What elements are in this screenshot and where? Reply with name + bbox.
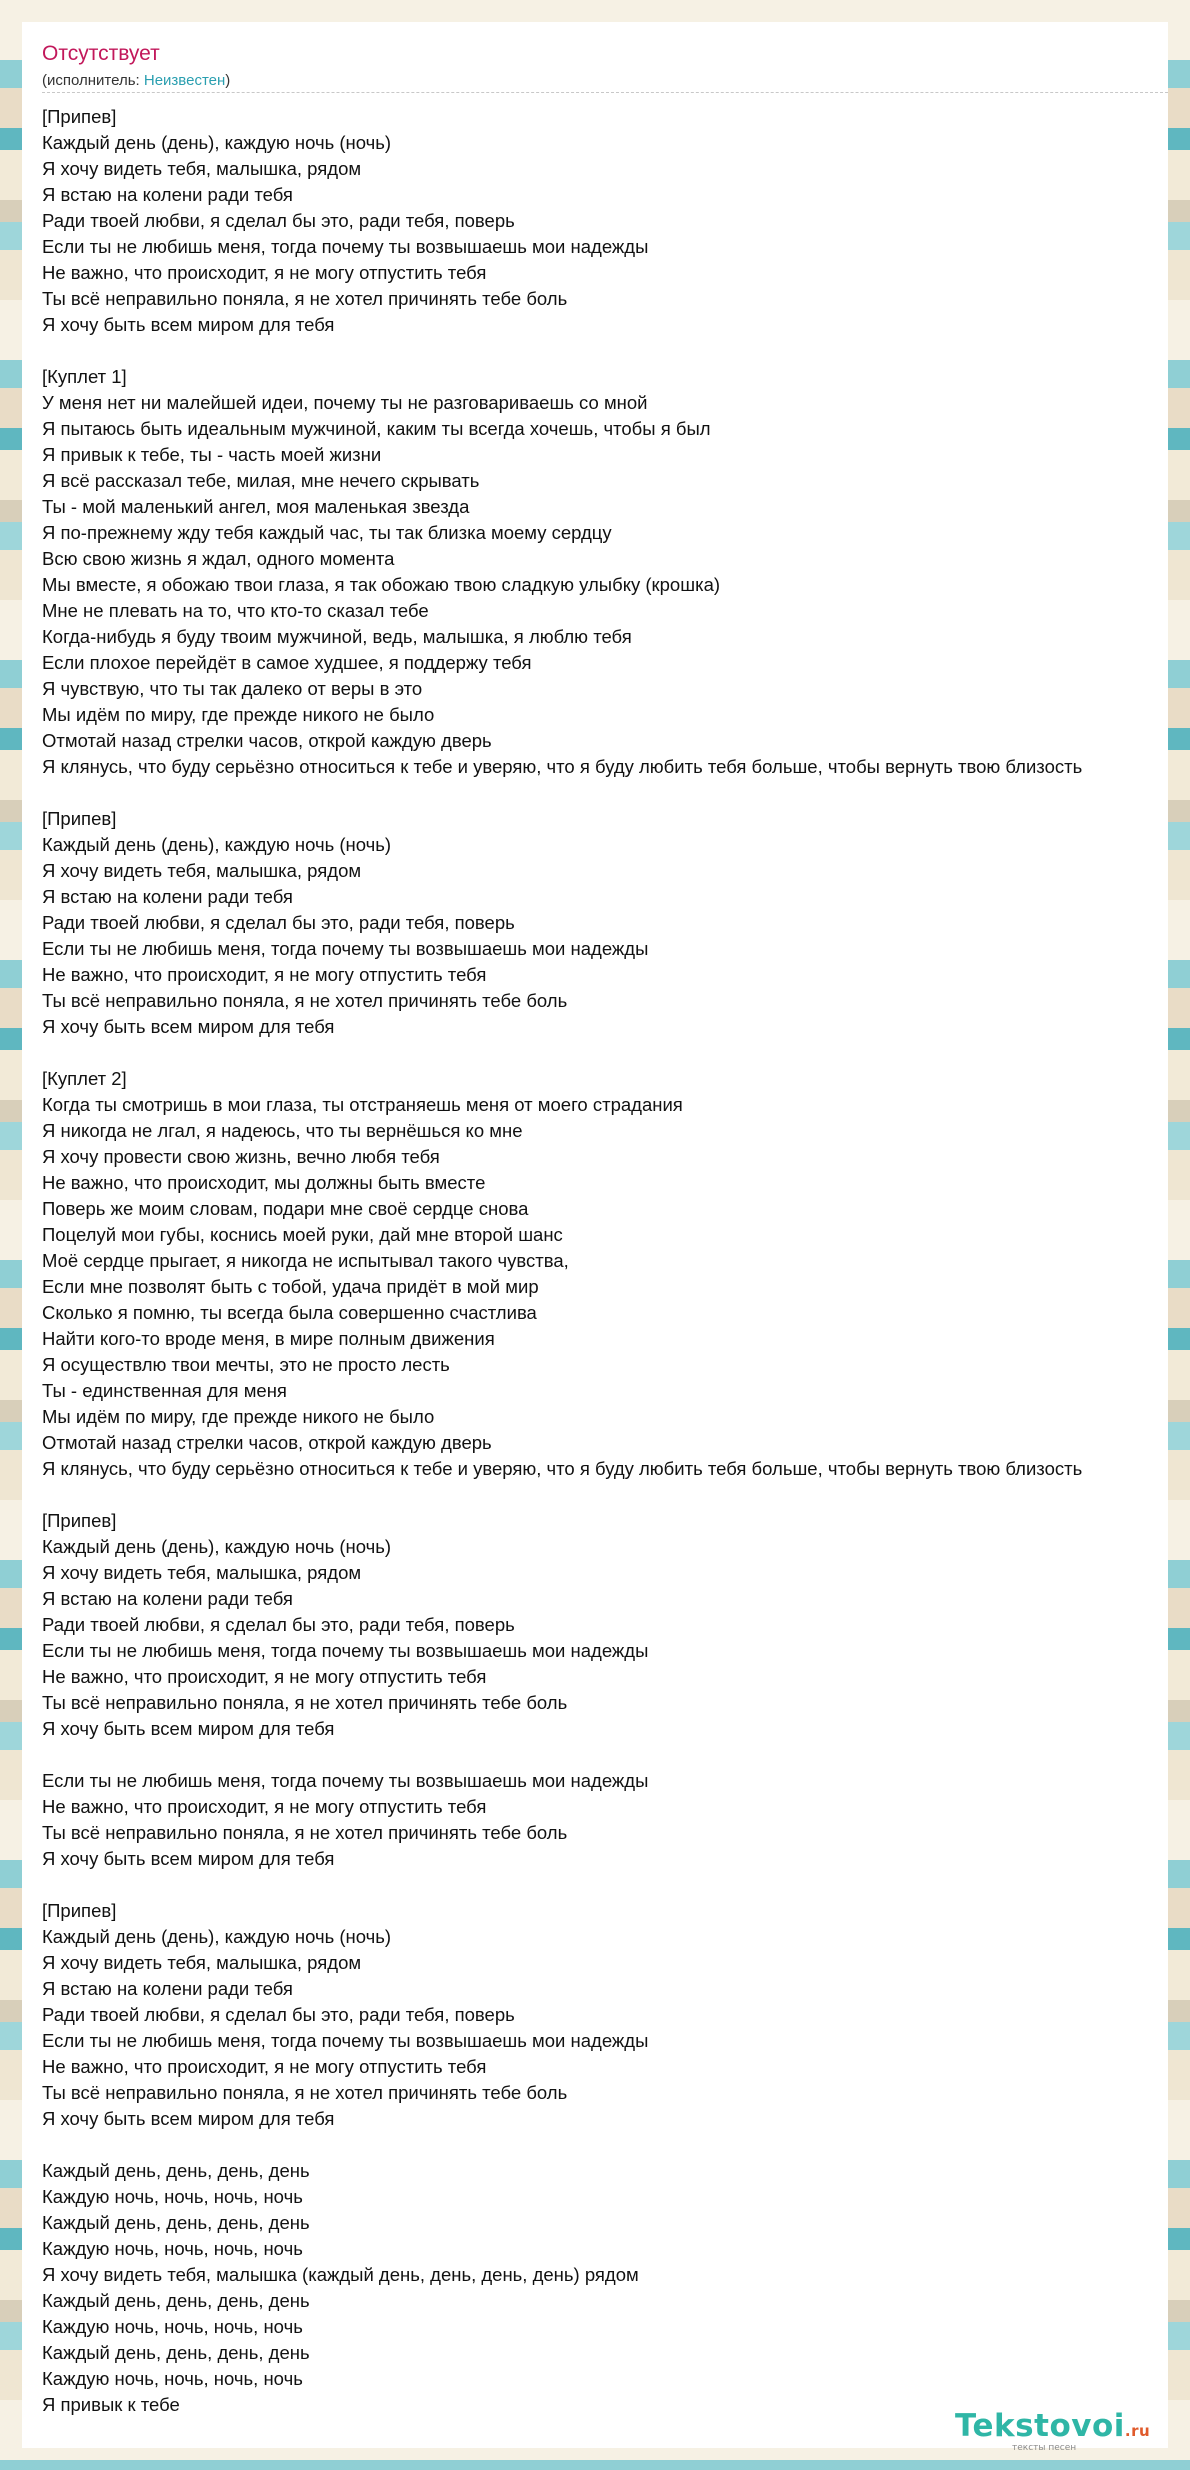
- lyric-line: Если ты не любишь меня, тогда почему ты возвышаешь мои надежды: [42, 1640, 649, 1661]
- lyric-line: Я встаю на колени ради тебя: [42, 184, 293, 205]
- song-title: Отсутствует: [42, 42, 160, 65]
- lyric-line: Не важно, что происходит, я не могу отпустить тебя: [42, 1666, 487, 1687]
- lyrics-text: [42, 104, 1168, 2418]
- lyric-line: Каждый день (день), каждую ночь (ночь): [42, 1926, 392, 1947]
- lyric-line: Я по-прежнему жду тебя каждый час, ты так близка моему сердцу: [42, 522, 612, 543]
- artist-link[interactable]: Неизвестен: [143, 72, 226, 89]
- lyric-line: Каждый день (день), каждую ночь (ночь): [42, 132, 392, 153]
- lyric-line: Поверь же моим словам, подари мне своё сердце снова: [42, 1198, 529, 1219]
- lyric-blank-line: [42, 1040, 1168, 1066]
- lyric-blank-line: [42, 1872, 1168, 1898]
- lyric-line: Если ты не любишь меня, тогда почему ты возвышаешь мои надежды: [42, 1770, 649, 1791]
- lyric-line: [Припев]: [42, 106, 117, 127]
- lyric-line: Не важно, что происходит, я не могу отпустить тебя: [42, 262, 487, 283]
- lyric-line: Я привык к тебе, ты - часть моей жизни: [42, 444, 382, 465]
- lyric-line: Не важно, что происходит, я не могу отпустить тебя: [42, 964, 487, 985]
- lyric-line: Я хочу быть всем миром для тебя: [42, 1848, 335, 1869]
- lyric-line: Мы идём по миру, где прежде никого не было: [42, 1406, 435, 1427]
- header-divider: [42, 92, 1168, 93]
- lyric-line: Мне не плевать на то, что кто-то сказал тебе: [42, 600, 429, 621]
- lyric-line: Ты - единственная для меня: [42, 1380, 287, 1401]
- lyric-line: Ты всё неправильно поняла, я не хотел причинять тебе боль: [42, 2082, 568, 2103]
- lyric-line: Я пытаюсь быть идеальным мужчиной, каким ты всегда хочешь, чтобы я был: [42, 418, 711, 439]
- lyric-line: Моё сердце прыгает, я никогда не испытывал такого чувства,: [42, 1250, 569, 1271]
- lyric-blank-line: [42, 780, 1168, 806]
- lyric-line: Я хочу быть всем миром для тебя: [42, 1718, 335, 1739]
- lyric-line: Я привык к тебе: [42, 2394, 180, 2415]
- lyric-line: Если ты не любишь меня, тогда почему ты возвышаешь мои надежды: [42, 2030, 649, 2051]
- lyric-line: Каждую ночь, ночь, ночь, ночь: [42, 2186, 303, 2207]
- artist-suffix: ): [225, 72, 231, 89]
- lyric-line: Ты - мой маленький ангел, моя маленькая звезда: [42, 496, 470, 517]
- lyric-line: [Припев]: [42, 1900, 117, 1921]
- lyric-line: Я клянусь, что буду серьёзно относиться к тебе и уверяю, что я буду любить тебя больше, чтобы вернуть твою близость: [42, 1458, 1083, 1479]
- lyric-line: Сколько я помню, ты всегда была совершенно счастлива: [42, 1302, 537, 1323]
- lyric-line: Каждую ночь, ночь, ночь, ночь: [42, 2238, 303, 2259]
- lyric-line: Я хочу видеть тебя, малышка (каждый день, день, день, день) рядом: [42, 2264, 639, 2285]
- lyric-line: Если плохое перейдёт в самое худшее, я поддержу тебя: [42, 652, 532, 673]
- lyric-line: Я всё рассказал тебе, милая, мне нечего скрывать: [42, 470, 480, 491]
- lyric-line: У меня нет ни малейшей идеи, почему ты не разговариваешь со мной: [42, 392, 648, 413]
- lyric-line: Каждый день, день, день, день: [42, 2160, 310, 2181]
- lyric-blank-line: [42, 2132, 1168, 2158]
- lyric-line: Каждый день, день, день, день: [42, 2290, 310, 2311]
- site-logo[interactable]: [955, 2408, 1150, 2444]
- lyric-blank-line: [42, 338, 1168, 364]
- lyric-line: Отмотай назад стрелки часов, открой каждую дверь: [42, 1432, 492, 1453]
- lyric-line: Я хочу провести свою жизнь, вечно любя тебя: [42, 1146, 440, 1167]
- lyric-line: Я встаю на колени ради тебя: [42, 1588, 293, 1609]
- lyric-line: Если ты не любишь меня, тогда почему ты возвышаешь мои надежды: [42, 938, 649, 959]
- lyric-line: Я осуществлю твои мечты, это не просто лесть: [42, 1354, 450, 1375]
- lyric-line: Я клянусь, что буду серьёзно относиться к тебе и уверяю, что я буду любить тебя больше, чтобы вернуть твою близость: [42, 756, 1083, 777]
- lyric-line: [Припев]: [42, 808, 117, 829]
- lyric-line: Не важно, что происходит, мы должны быть вместе: [42, 1172, 486, 1193]
- lyric-line: [Припев]: [42, 1510, 117, 1531]
- lyric-line: Каждую ночь, ночь, ночь, ночь: [42, 2316, 303, 2337]
- lyric-line: Ты всё неправильно поняла, я не хотел причинять тебе боль: [42, 1692, 568, 1713]
- lyric-line: Каждый день, день, день, день: [42, 2212, 310, 2233]
- lyric-line: Каждую ночь, ночь, ночь, ночь: [42, 2368, 303, 2389]
- lyric-line: Мы идём по миру, где прежде никого не было: [42, 704, 435, 725]
- lyric-line: [Куплет 1]: [42, 366, 127, 387]
- lyric-line: Поцелуй мои губы, коснись моей руки, дай мне второй шанс: [42, 1224, 563, 1245]
- lyric-line: Каждый день (день), каждую ночь (ночь): [42, 834, 392, 855]
- lyric-line: Не важно, что происходит, я не могу отпустить тебя: [42, 1796, 487, 1817]
- lyric-blank-line: [42, 1482, 1168, 1508]
- logo-name: Tekstovoi: [955, 2408, 1125, 2444]
- lyrics-card: [22, 22, 1168, 2448]
- lyric-line: Я хочу видеть тебя, малышка, рядом: [42, 860, 362, 881]
- lyric-line: Отмотай назад стрелки часов, открой каждую дверь: [42, 730, 492, 751]
- lyric-line: Каждый день (день), каждую ночь (ночь): [42, 1536, 392, 1557]
- lyric-line: Найти кого-то вроде меня, в мире полным движения: [42, 1328, 495, 1349]
- lyric-line: Я хочу быть всем миром для тебя: [42, 1016, 335, 1037]
- lyric-line: Всю свою жизнь я ждал, одного момента: [42, 548, 395, 569]
- lyric-line: Я встаю на колени ради тебя: [42, 1978, 293, 1999]
- lyric-line: Я хочу видеть тебя, малышка, рядом: [42, 1562, 362, 1583]
- lyric-line: Ты всё неправильно поняла, я не хотел причинять тебе боль: [42, 990, 568, 1011]
- lyric-line: Я хочу быть всем миром для тебя: [42, 314, 335, 335]
- artist-line: [42, 72, 230, 89]
- lyric-line: Я хочу быть всем миром для тебя: [42, 2108, 335, 2129]
- logo-tld: .ru: [1124, 2422, 1151, 2440]
- lyric-line: Я никогда не лгал, я надеюсь, что ты вернёшься ко мне: [42, 1120, 523, 1141]
- lyric-line: Ради твоей любви, я сделал бы это, ради тебя, поверь: [42, 2004, 515, 2025]
- lyric-line: Каждый день, день, день, день: [42, 2342, 310, 2363]
- artist-prefix: (исполнитель:: [42, 72, 144, 89]
- logo-tagline: тексты песен: [1012, 2443, 1077, 2453]
- lyric-line: [Куплет 2]: [42, 1068, 127, 1089]
- lyric-line: Я встаю на колени ради тебя: [42, 886, 293, 907]
- lyric-line: Если мне позволят быть с тобой, удача придёт в мой мир: [42, 1276, 539, 1297]
- lyric-line: Когда-нибудь я буду твоим мужчиной, ведь, малышка, я люблю тебя: [42, 626, 632, 647]
- lyric-line: Ради твоей любви, я сделал бы это, ради тебя, поверь: [42, 1614, 515, 1635]
- lyric-line: Не важно, что происходит, я не могу отпустить тебя: [42, 2056, 487, 2077]
- lyric-line: Ради твоей любви, я сделал бы это, ради тебя, поверь: [42, 912, 515, 933]
- lyric-line: Ради твоей любви, я сделал бы это, ради тебя, поверь: [42, 210, 515, 231]
- lyric-line: Я хочу видеть тебя, малышка, рядом: [42, 1952, 362, 1973]
- lyric-line: Я чувствую, что ты так далеко от веры в это: [42, 678, 423, 699]
- lyric-line: Ты всё неправильно поняла, я не хотел причинять тебе боль: [42, 288, 568, 309]
- lyric-line: Я хочу видеть тебя, малышка, рядом: [42, 158, 362, 179]
- lyric-line: Когда ты смотришь в мои глаза, ты отстраняешь меня от моего страдания: [42, 1094, 683, 1115]
- lyric-blank-line: [42, 1742, 1168, 1768]
- lyric-line: Мы вместе, я обожаю твои глаза, я так обожаю твою сладкую улыбку (крошка): [42, 574, 721, 595]
- lyric-line: Если ты не любишь меня, тогда почему ты возвышаешь мои надежды: [42, 236, 649, 257]
- lyric-line: Ты всё неправильно поняла, я не хотел причинять тебе боль: [42, 1822, 568, 1843]
